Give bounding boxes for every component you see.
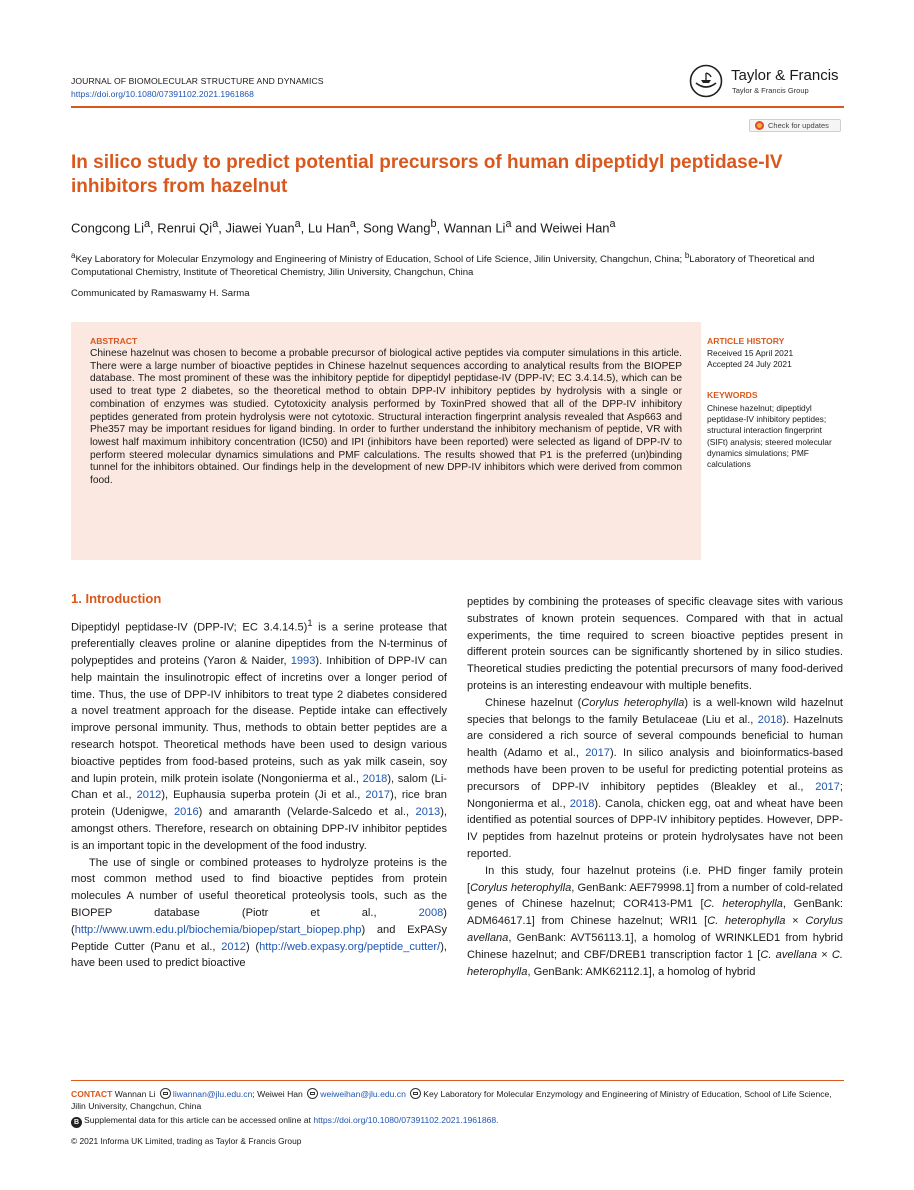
author: Jiawei Yuan [225,220,295,236]
supplemental-note: B Supplemental data for this article can be accessed online at https://doi.org/10.1080/07391102.2021.1961868. [71,1115,499,1128]
affiliations: $^a$Key Laboratory for Molecular Enzymology and Engineering of Ministry of Education, School of Life Science, Jilin University, Changchun, China; $^b$Laboratory of Theoretical and Computational Chemistry, Institute of Theoretical Chemistry, Jilin University, Changchun, China [71,251,815,279]
accepted-date: Accepted 24 July 2021 [707,359,792,370]
citation-link[interactable]: 2017 [815,780,840,793]
email-icon [160,1088,171,1099]
keywords-heading: KEYWORDS [707,390,758,400]
journal-name: JOURNAL OF BIOMOLECULAR STRUCTURE AND DYNAMICS [71,76,324,86]
footer-rule [71,1080,844,1081]
supplemental-icon: B [71,1117,82,1128]
supplemental-link[interactable]: https://doi.org/10.1080/07391102.2021.1961868. [313,1115,499,1125]
email-link[interactable]: liwannan@jlu.edu.cn [172,1089,253,1099]
citation-link[interactable]: 2017 [365,789,391,802]
author-list: Congcong Li$^a$, Renrui Qi$^a$, Jiawei Yuan$^a$, Lu Han$^a$, Song Wang$^b$, Wannan Li$^a$ and Weiwei Han$^a$ [71,218,616,236]
article-history-heading: ARTICLE HISTORY [707,336,785,346]
intro-paragraph-1: Dipeptidyl peptidase-IV (DPP-IV; EC 3.4.14.5)$^1$ is a serine protease that preferentially cleaves proline or alanine dipeptides from the N-terminus of polypeptides and proteins (Yaron & Naider, 1993). Inhibition of DPP-IV can help maintain the insulinotropic effect of incretins over a longer period of time. Thus, the use of DPP-IV inhibitors to treat type 2 diabetes considered a novel treatment approach for the disease. Peptide intake can effectively improve personal immunity. Thus, methods to obtain better peptides are a research hotspot. Theoretical methods have been used to design various bioactive peptides from food-based proteins, such as yak milk casein, soy and lupin protein, milk protein isolate (Nongonierma et al., 2018), salom (Li-Chan et al., 2012), Euphausia superba protein (Ji et al., 2017), rice bran protein (Udenigwe, 2016) and amaranth (Velarde-Salcedo et al., 2013), amongst others. Therefore, research on obtaining DPP-IV inhibitor peptides is an important topic in the development of the food industry. [71,617,448,852]
email-link[interactable]: weiweihan@jlu.edu.cn [320,1089,406,1099]
received-date: Received 15 April 2021 [707,348,794,358]
citation-link[interactable]: 2016 [173,806,199,819]
article-title: In silico study to predict potential precursors of human dipeptidyl peptidase-IV inhibitors from hazelnut [71,152,783,197]
crossmark-icon [755,121,764,130]
article-history [707,348,845,370]
intro-right-column [467,594,843,980]
citation-link[interactable]: 1993 [290,655,316,668]
email-icon [307,1088,318,1099]
author: Weiwei Han [540,220,610,236]
intro-paragraph-3: peptides by combining the proteases of specific cleavage sites with various substrates of known protein sequences. Compared with that in actual experiments, the time required to screen bioactive peptides present in different protein sources can be significantly shortened by in silico studies. Theoretical studies predicting the potential precursors of many food-derived proteins is an interesting endeavour with multiple benefits. [467,596,843,692]
publisher-name: Taylor & Francis [731,67,839,84]
author: Wannan Li [443,220,506,236]
citation-link[interactable]: 2012 [136,789,162,802]
citation-link[interactable]: 2018 [757,713,783,726]
abstract-text: Chinese hazelnut was chosen to become a probable precursor of biological active peptides via computer simulations in this article. There were a large number of bioactive peptides in Chinese hazelnut sequences according to analytical results from the BIOPEP database. The most prominent of these was the inhibitory peptide for dipeptidyl peptidase-IV (DPP-IV; EC 3.4.14.5), which can be used to treat type 2 diabetes, so the theoretical method to obtain DPP-IV inhibitory peptides by hydrolysis with a single or combination of enzymes was studied. Cytotoxicity analysis performed by ToxinPred showed that all of the DPP-IV inhibitory peptides generated from protein hydrolysis were not cytotoxic. Structural interaction fingerprint analysis revealed that Asp663 and Phe357 may be important residues for ligand binding. In order to further understand the inhibitory mechanism of peptide, VR with lowest half maximum inhibitory concentration (IC50) and IPI (inhibitors have been reported) were selected as ligand of DPP-IV to perform steered molecular dynamics simulations and PMF calculations. The results showed that P1 is the preferred (un)binding tunnel for the inhibitors obtained. Our findings help in the development of new DPP-IV inhibitors which were derived from common food. [90,348,682,487]
header-rule [71,106,844,108]
author: Song Wang [363,220,431,236]
biopep-url-link[interactable]: http://www.uwm.edu.pl/biochemia/biopep/start_biopep.php [74,923,362,936]
citation-link[interactable]: 2018 [569,797,595,810]
communicated-by: Communicated by Ramaswamy H. Sarma [71,288,250,299]
intro-paragraph-4: Chinese hazelnut (Corylus heterophylla) is a well-known wild hazelnut species that belongs to the family Betulaceae (Liu et al., 2018). Hazelnuts are considered a rich source of several compounds beneficial to human health (Adamo et al., 2017). In silico analysis and bioinformatics-based methods have been proven to be useful for predicting potential proteins as precursors of DPP-IV inhibitory peptides (Bleakley et al., 2017; Nongonierma et al., 2018). Canola, chicken egg, oat and wheat have been identified as potential sources of DPP-IV inhibitory peptides. However, DPP-IV peptides from hazelnut proteins or protein hydrolysates have not been reported. [467,696,844,860]
doi-link[interactable]: https://doi.org/10.1080/07391102.2021.1961868 [71,89,254,99]
taylor-francis-logo-icon [689,64,723,98]
contact-info: CONTACT Wannan Li liwannan@jlu.edu.cn; Weiwei Han weiweihan@jlu.edu.cn Key Laboratory for Molecular Enzymology and Engineering of Ministry of Education, School of Life Science, Jilin University, Changchun, China [71,1089,832,1111]
citation-link[interactable]: 2017 [585,747,610,760]
copyright: © 2021 Informa UK Limited, trading as Taylor & Francis Group [71,1136,302,1146]
citation-link[interactable]: 2012 [221,940,246,953]
keywords-list: Chinese hazelnut; dipeptidyl peptidase-IV inhibitory peptides; structural interaction fingerprint (SIFt) analysis; steered molecular dynamics simulations; PMF calculations [707,403,832,470]
check-updates-label: Check for updates [768,121,829,130]
contact-label: CONTACT [71,1089,113,1099]
author: Renrui Qi [157,220,213,236]
expasy-url-link[interactable]: http://web.expasy.org/peptide_cutter/ [259,940,441,953]
address-icon [410,1088,421,1099]
intro-paragraph-5: In this study, four hazelnut proteins (i.e. PHD finger family protein [Corylus heterophylla, GenBank: AEF79998.1] from a number of cold-related genes of Chinese hazelnut; COR413-PM1 [C. heterophylla, GenBank: ADM64617.1] from Chinese hazelnut; WRI1 [C. heterophylla × Corylus avellana, GenBank: AVT56113.1], a homolog of WRINKLED1 from hybrid Chinese hazelnut; and CBF/DREB1 transcription factor 1 [C. avellana × C. heterophylla, GenBank: AMK62112.1], a homolog of hybrid [467,864,843,978]
intro-paragraph-2: The use of single or combined proteases to hydrolyze proteins is the most common method used to find bioactive peptides from protein molecules A number of useful theoretical proteolysis tools, such as the BIOPEP database (Piotr et al., 2008) (http://www.uwm.edu.pl/biochemia/biopep/start_biopep.php) and ExPASy Peptide Cutter (Panu et al., 2012) (http://web.expasy.org/peptide_cutter/), have been used to predict bioactive [71,856,447,970]
author: Congcong Li [71,220,144,236]
check-for-updates-button[interactable] [749,119,841,132]
citation-link[interactable]: 2013 [415,806,441,819]
author: Lu Han [307,220,350,236]
abstract-heading: ABSTRACT [90,336,138,346]
intro-left-column [71,591,447,972]
publisher-group: Taylor & Francis Group [732,86,809,95]
citation-link[interactable]: 2018 [362,772,388,785]
citation-link[interactable]: 2008 [418,907,444,920]
section-heading: 1. Introduction [71,591,162,606]
